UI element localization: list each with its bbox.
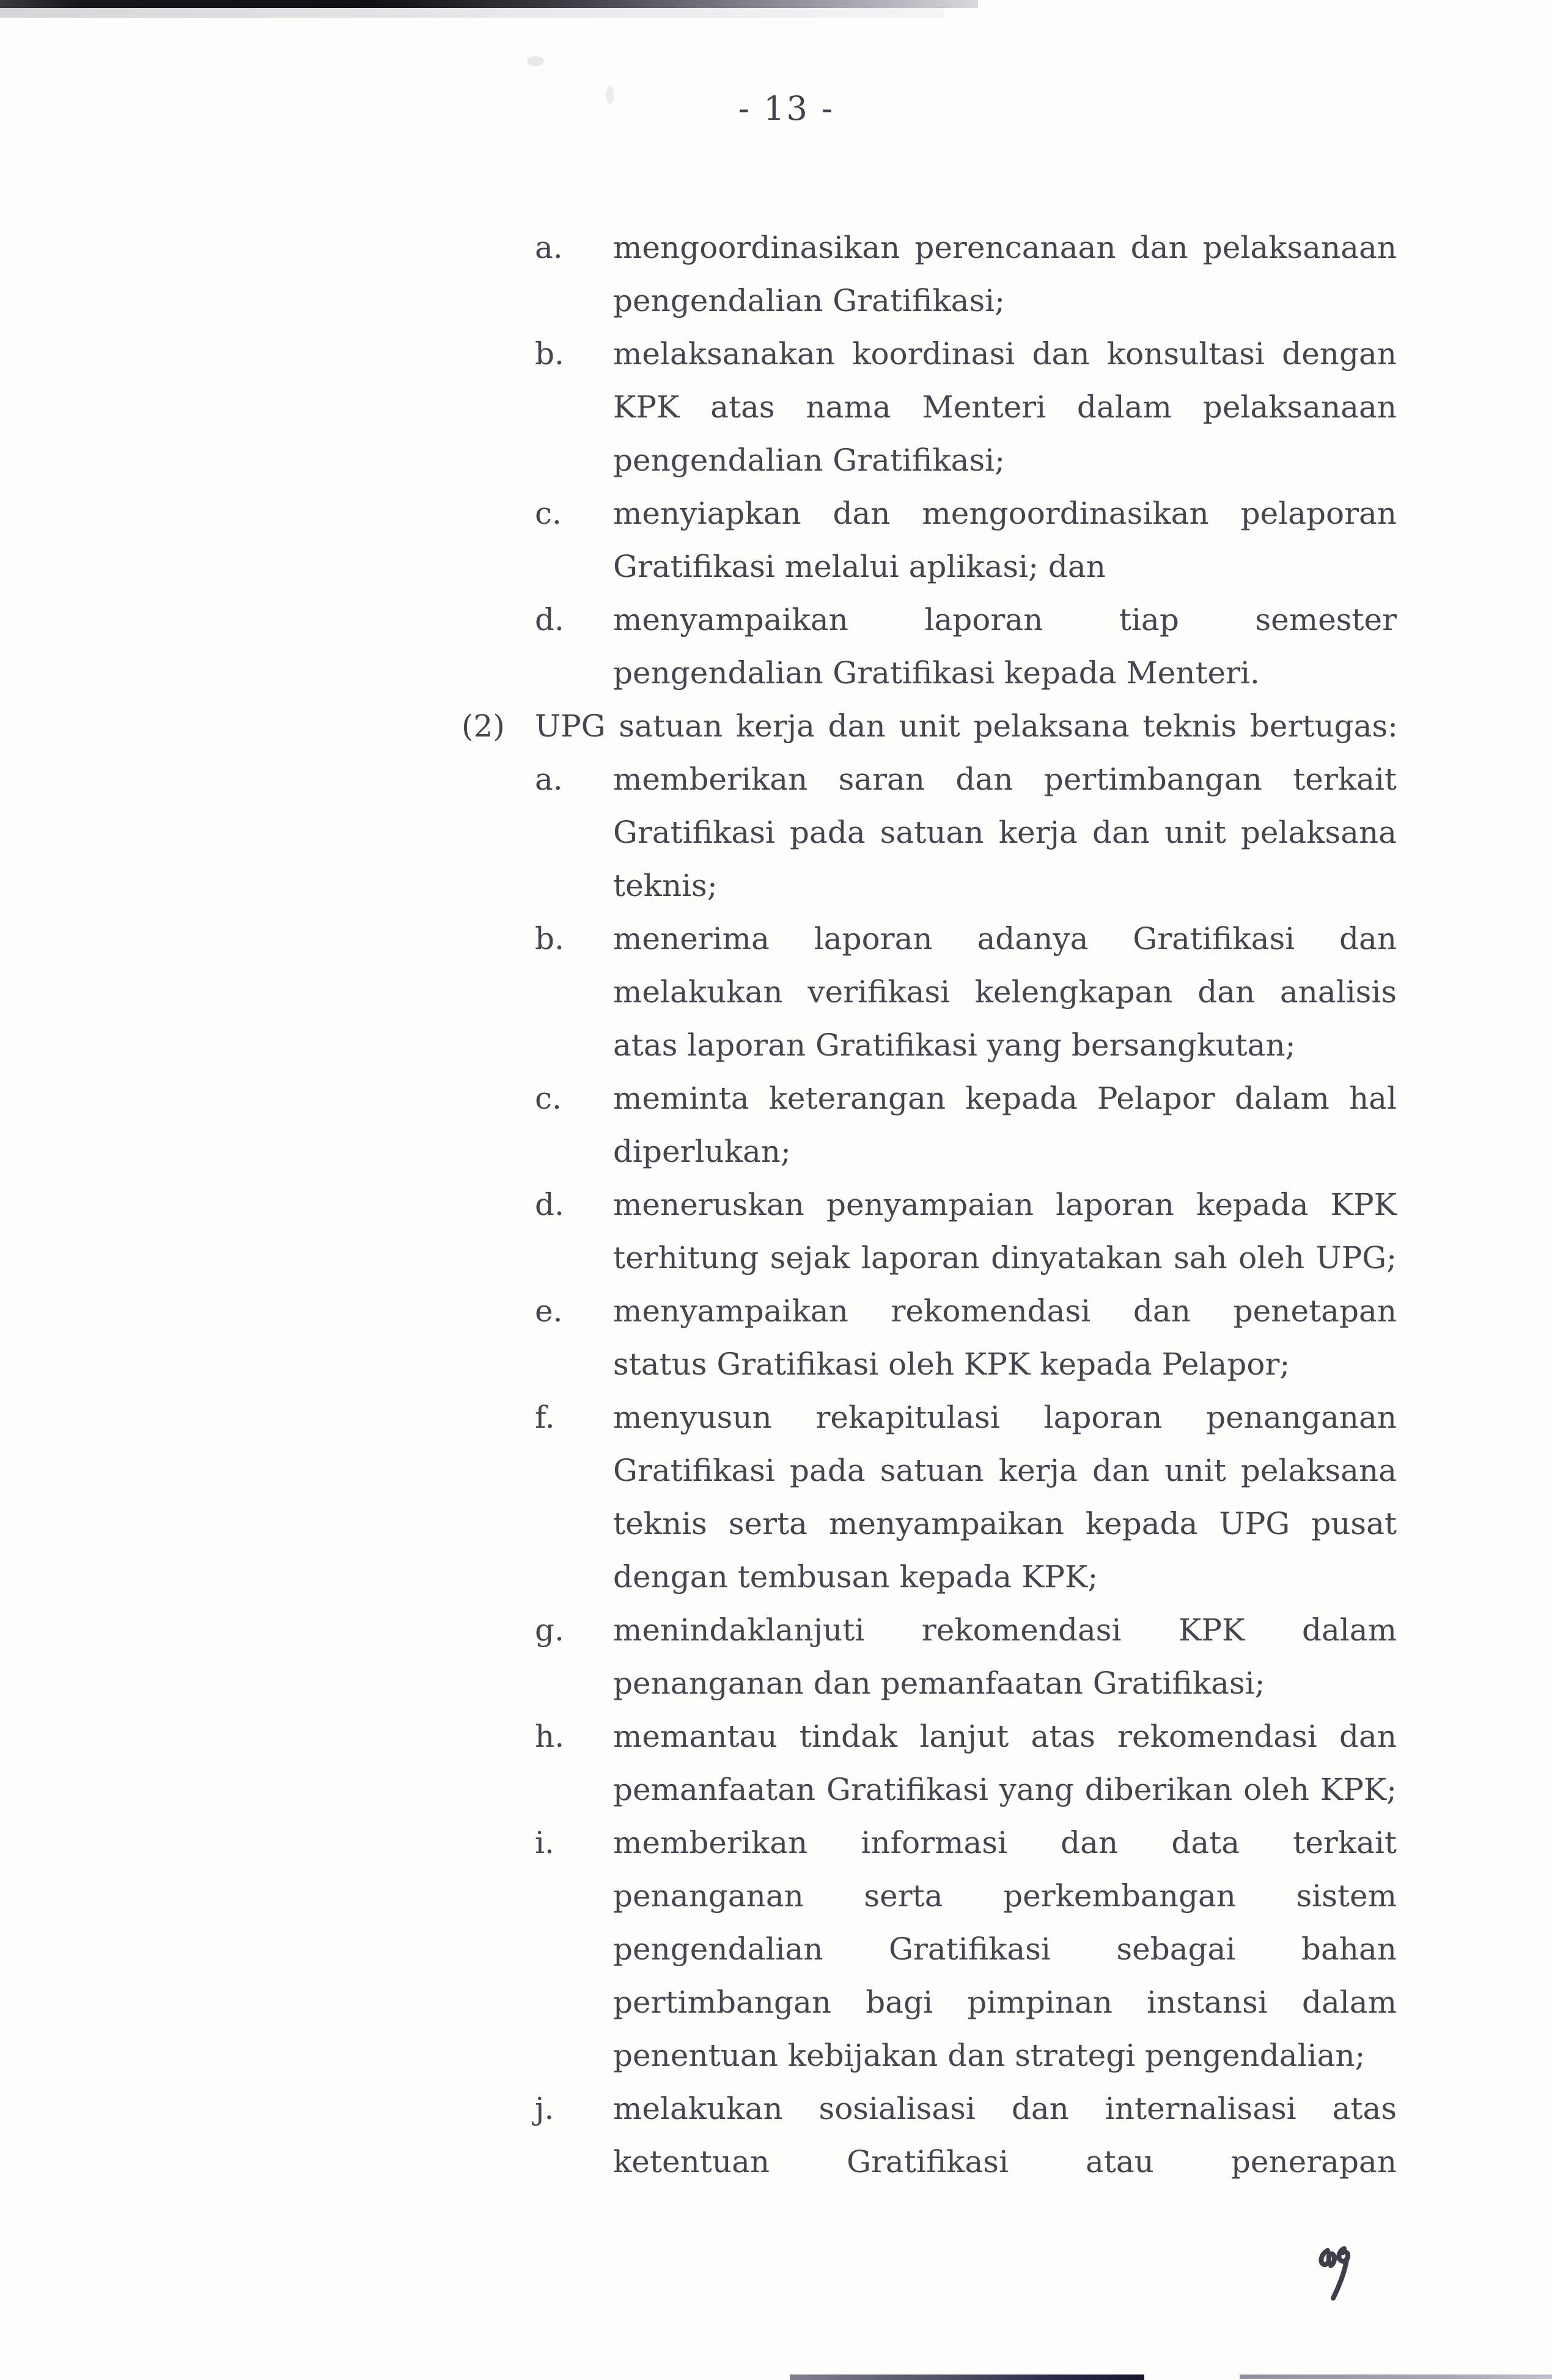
document-line bbox=[0, 966, 1552, 1019]
document-line bbox=[0, 1976, 1552, 2029]
document-line bbox=[0, 1923, 1552, 1976]
line-text: meminta keterangan kepada Pelapor dalam hal bbox=[613, 1081, 1397, 1116]
document-line bbox=[0, 1019, 1552, 1072]
line-marker: (2) bbox=[462, 708, 505, 744]
line-marker: e. bbox=[535, 1293, 563, 1329]
document-line bbox=[0, 859, 1552, 913]
document-line bbox=[0, 1232, 1552, 1285]
line-marker: a. bbox=[535, 762, 563, 797]
document-line bbox=[0, 434, 1552, 487]
line-text: mengoordinasikan perencanaan dan pelaksanaan bbox=[613, 230, 1397, 265]
line-text: status Gratifikasi oleh KPK kepada Pelapor; bbox=[613, 1346, 1290, 1382]
scan-artifact-bottom-bar-dark bbox=[790, 2374, 1144, 2380]
document-line bbox=[0, 328, 1552, 381]
document-line bbox=[0, 381, 1552, 434]
line-text: melakukan sosialisasi dan internalisasi atas bbox=[613, 2091, 1397, 2126]
line-marker: a. bbox=[535, 230, 563, 265]
line-text: terhitung sejak laporan dinyatakan sah oleh UPG; bbox=[613, 1240, 1397, 1276]
line-text: penanganan dan pemanfaatan Gratifikasi; bbox=[613, 1666, 1265, 1701]
line-text: memantau tindak lanjut atas rekomendasi dan bbox=[613, 1719, 1397, 1754]
document-lines bbox=[0, 221, 1552, 2189]
document-line bbox=[0, 1072, 1552, 1125]
line-text: penentuan kebijakan dan strategi pengendalian; bbox=[613, 2038, 1366, 2073]
document-line bbox=[0, 1391, 1552, 1444]
line-text: melaksanakan koordinasi dan konsultasi dengan bbox=[613, 336, 1397, 372]
line-text: dengan tembusan kepada KPK; bbox=[613, 1559, 1098, 1595]
line-marker: b. bbox=[535, 921, 564, 957]
document-line bbox=[0, 274, 1552, 328]
document-line bbox=[0, 2136, 1552, 2189]
line-text: teknis serta menyampaikan kepada UPG pusat bbox=[613, 1506, 1397, 1541]
line-text: atas laporan Gratifikasi yang bersangkutan; bbox=[613, 1027, 1296, 1063]
document-line bbox=[0, 1178, 1552, 1232]
line-text: melakukan verifikasi kelengkapan dan analisis bbox=[613, 974, 1397, 1010]
line-text: ketentuan Gratifikasi atau penerapan bbox=[613, 2144, 1397, 2180]
line-marker: g. bbox=[535, 1612, 564, 1648]
line-text: diperlukan; bbox=[613, 1134, 791, 1169]
document-line bbox=[0, 1710, 1552, 1763]
document-line bbox=[0, 1551, 1552, 1604]
line-text: menyiapkan dan mengoordinasikan pelaporan bbox=[613, 496, 1397, 531]
line-text: KPK atas nama Menteri dalam pelaksanaan bbox=[613, 389, 1397, 425]
line-text: menyampaikan laporan tiap semester bbox=[613, 602, 1397, 637]
document-line bbox=[0, 1444, 1552, 1497]
line-text: pengendalian Gratifikasi; bbox=[613, 443, 1005, 478]
document-line bbox=[0, 700, 1552, 753]
scan-smudge bbox=[527, 56, 544, 66]
line-text: teknis; bbox=[613, 868, 718, 903]
line-marker: j. bbox=[535, 2091, 554, 2126]
document-line bbox=[0, 1816, 1552, 1870]
document-line bbox=[0, 2082, 1552, 2136]
line-text: memberikan informasi dan data terkait bbox=[613, 1825, 1397, 1860]
document-line bbox=[0, 487, 1552, 540]
page-number: - 13 - bbox=[738, 89, 835, 128]
line-marker: f. bbox=[535, 1400, 555, 1435]
document-line bbox=[0, 1870, 1552, 1923]
line-text: pengendalian Gratifikasi kepada Menteri. bbox=[613, 655, 1260, 691]
scan-artifact-bottom-bar-light bbox=[1240, 2374, 1552, 2379]
document-line bbox=[0, 540, 1552, 593]
line-text: menindaklanjuti rekomendasi KPK dalam bbox=[613, 1612, 1397, 1648]
line-text: menerima laporan adanya Gratifikasi dan bbox=[613, 921, 1397, 957]
line-text: pemanfaatan Gratifikasi yang diberikan oleh KPK; bbox=[613, 1772, 1397, 1807]
scan-artifact-top-shadow bbox=[0, 8, 944, 18]
document-line bbox=[0, 1125, 1552, 1178]
line-marker: h. bbox=[535, 1719, 565, 1754]
line-text: UPG satuan kerja dan unit pelaksana teknis bertugas: bbox=[535, 708, 1398, 744]
line-text: Gratifikasi melalui aplikasi; dan bbox=[613, 549, 1106, 584]
document-line bbox=[0, 2029, 1552, 2082]
line-text: penanganan serta perkembangan sistem bbox=[613, 1878, 1397, 1914]
line-text: memberikan saran dan pertimbangan terkait bbox=[613, 762, 1397, 797]
line-marker: c. bbox=[535, 1081, 562, 1116]
scan-artifact-top-bar bbox=[0, 0, 978, 8]
document-line bbox=[0, 1657, 1552, 1710]
line-marker: i. bbox=[535, 1825, 554, 1860]
document-line bbox=[0, 913, 1552, 966]
line-text: meneruskan penyampaian laporan kepada KPK bbox=[613, 1187, 1397, 1222]
document-line bbox=[0, 1763, 1552, 1816]
document-line bbox=[0, 806, 1552, 859]
line-marker: c. bbox=[535, 496, 562, 531]
document-line bbox=[0, 753, 1552, 806]
handwritten-initial-paraf bbox=[1312, 2241, 1357, 2308]
line-text: Gratifikasi pada satuan kerja dan unit pelaksana bbox=[613, 815, 1397, 850]
line-text: pertimbangan bagi pimpinan instansi dalam bbox=[613, 1985, 1397, 2020]
line-text: menyampaikan rekomendasi dan penetapan bbox=[613, 1293, 1397, 1329]
document-line bbox=[0, 1497, 1552, 1551]
line-text: Gratifikasi pada satuan kerja dan unit pelaksana bbox=[613, 1453, 1397, 1488]
document-line bbox=[0, 1604, 1552, 1657]
line-marker: b. bbox=[535, 336, 564, 372]
line-text: pengendalian Gratifikasi; bbox=[613, 283, 1005, 318]
document-line bbox=[0, 1338, 1552, 1391]
line-text: menyusun rekapitulasi laporan penanganan bbox=[613, 1400, 1397, 1435]
document-line bbox=[0, 647, 1552, 700]
line-marker: d. bbox=[535, 602, 564, 637]
document-line bbox=[0, 221, 1552, 274]
document-line bbox=[0, 1285, 1552, 1338]
document-line bbox=[0, 593, 1552, 647]
line-marker: d. bbox=[535, 1187, 564, 1222]
line-text: pengendalian Gratifikasi sebagai bahan bbox=[613, 1931, 1397, 1967]
